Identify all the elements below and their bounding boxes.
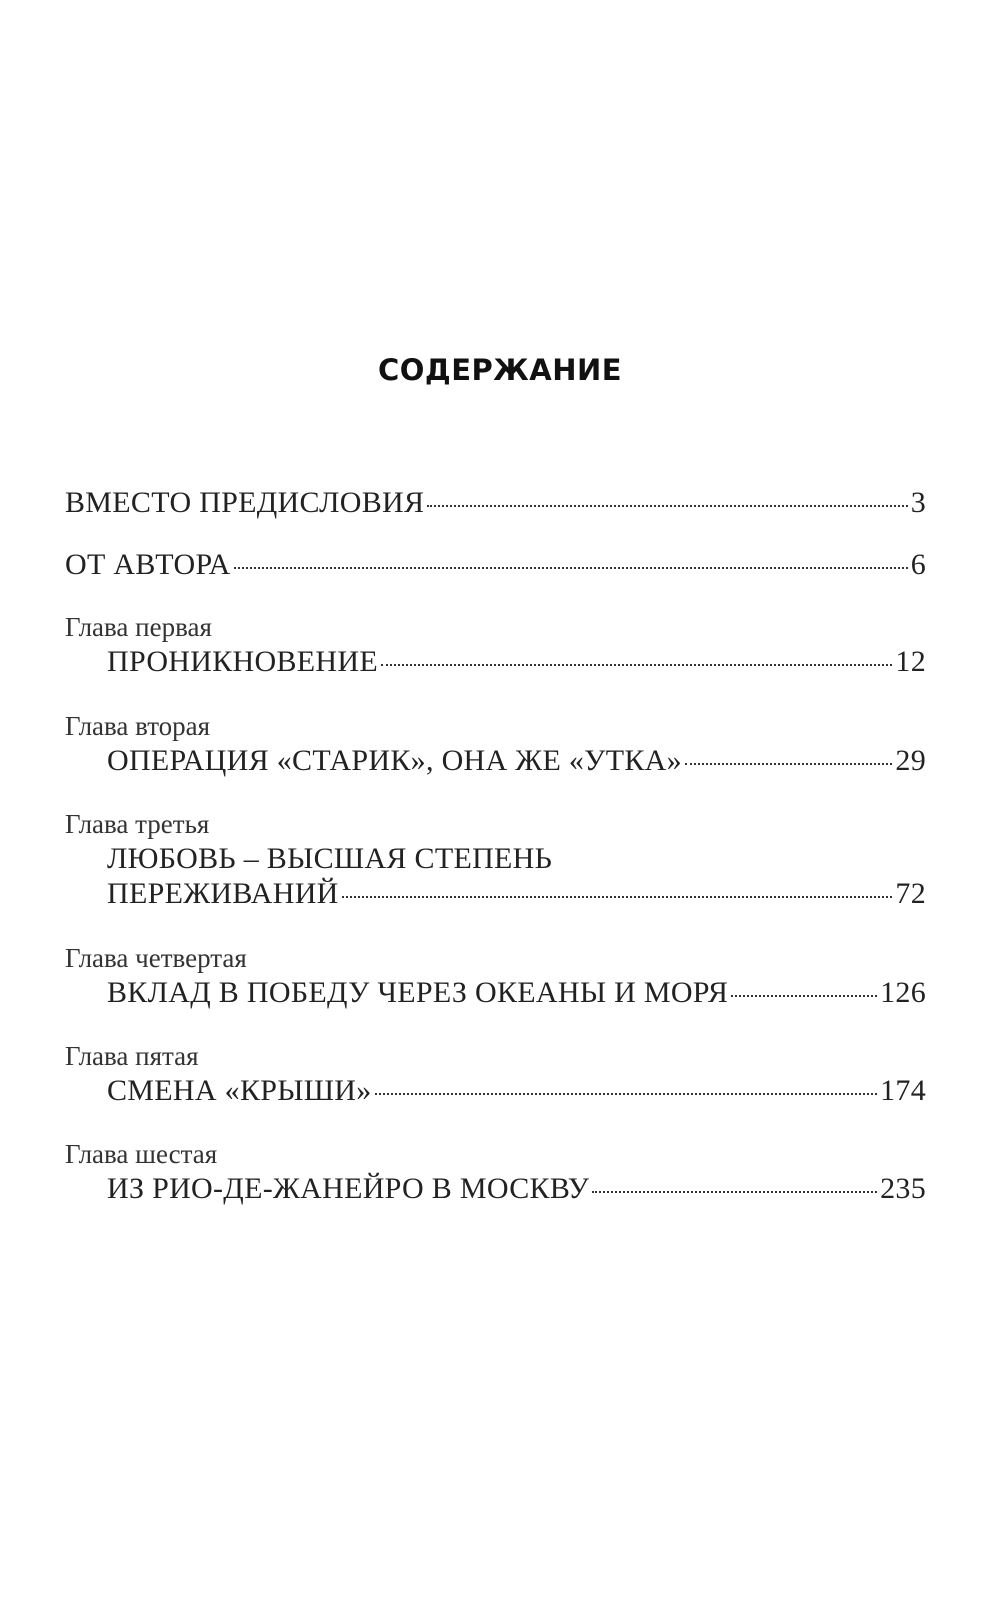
toc-entry-title: ОТ АВТОРА: [65, 548, 231, 581]
toc-entry[interactable]: [107, 976, 926, 1010]
toc-entry-title-line: ЛЮБОВЬ – ВЫСШАЯ СТЕПЕНЬ: [107, 842, 553, 875]
toc-page-number: 174: [880, 1074, 926, 1107]
toc-entry[interactable]: [107, 1074, 926, 1108]
dot-leader: [427, 505, 907, 507]
toc-entry-title: ВКЛАД В ПОБЕДУ ЧЕРЕЗ ОКЕАНЫ И МОРЯ: [107, 976, 729, 1009]
toc-entry[interactable]: [107, 1172, 926, 1206]
toc-entry-title: СМЕНА «КРЫШИ»: [107, 1074, 372, 1107]
page-title: СОДЕРЖАНИЕ: [377, 353, 623, 387]
toc-entry-title: ВМЕСТО ПРЕДИСЛОВИЯ: [65, 486, 425, 519]
toc-page-number: 3: [910, 486, 926, 519]
dot-leader: [375, 1093, 878, 1095]
chapter-label: Глава четвертая: [65, 943, 247, 973]
toc-entry[interactable]: [107, 744, 926, 778]
dot-leader: [685, 763, 892, 765]
toc-page-number: 72: [895, 877, 926, 910]
toc-entry[interactable]: [107, 877, 926, 911]
toc-entry[interactable]: [65, 548, 926, 582]
dot-leader: [592, 1191, 877, 1193]
toc-entry-title: ОПЕРАЦИЯ «СТАРИК», ОНА ЖЕ «УТКА»: [107, 744, 682, 777]
toc-entry-title: ПЕРЕЖИВАНИЙ: [107, 877, 339, 910]
dot-leader: [381, 664, 892, 666]
toc-page-number: 235: [880, 1172, 926, 1205]
chapter-label: Глава шестая: [65, 1139, 218, 1169]
chapter-label: Глава пятая: [65, 1041, 199, 1071]
toc-page-number: 29: [895, 744, 926, 777]
chapter-label: Глава вторая: [65, 711, 211, 741]
toc-entry-title: ИЗ РИО-ДЕ-ЖАНЕЙРО В МОСКВУ: [107, 1172, 590, 1205]
toc-page-number: 126: [880, 976, 926, 1009]
dot-leader: [234, 567, 908, 569]
toc-page-number: 6: [910, 548, 926, 581]
toc-entry[interactable]: [65, 486, 926, 520]
toc-page-number: 12: [895, 645, 926, 678]
dot-leader: [731, 995, 877, 997]
chapter-label: Глава третья: [65, 809, 210, 839]
chapter-label: Глава первая: [65, 612, 212, 642]
toc-entry-title: ПРОНИКНОВЕНИЕ: [107, 645, 378, 678]
dot-leader: [342, 896, 893, 898]
toc-entry[interactable]: [107, 645, 926, 679]
